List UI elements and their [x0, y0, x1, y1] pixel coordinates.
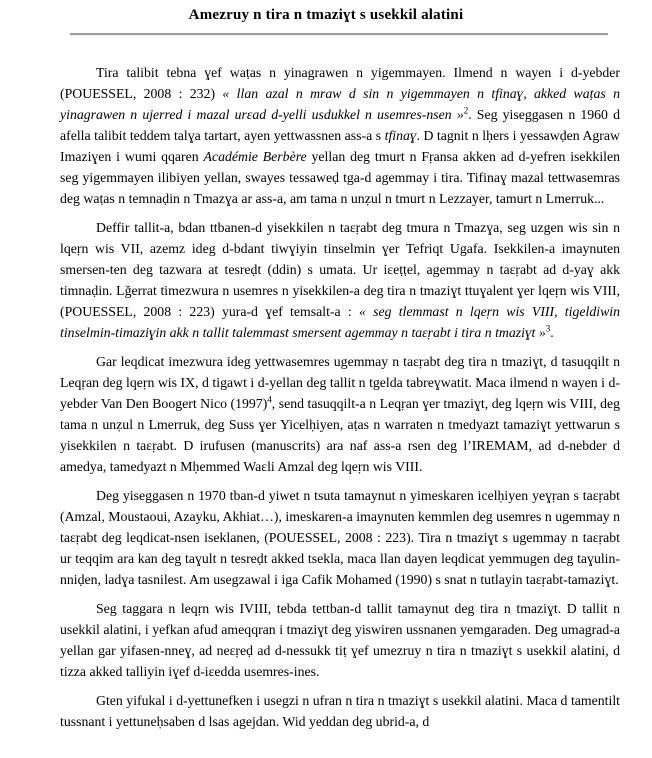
text-segment: « llan azal n mraw d sin n yigemmayen n tfinaɣ, akked waṭas n yinagrawen n ujerred i mazal urɛad d-yelli usdukkel n usemres-nsen »	[60, 86, 620, 122]
article-body	[0, 36, 652, 732]
paragraph	[60, 690, 620, 732]
text-segment: . Seg yiseggasen n 1960 d afella talibit teddem talɣa tartart, ayen yettwassnen ass-a s	[60, 107, 620, 143]
text-segment: , send tasuqqilt-a n Leqṛan ɣer tmaziɣt, deg lqeṛn wis VIII, deg tama n unẓul n Lmerruk, deg Suss ɣer Yicelḥiyen, aṭas n warraten n tmedyazt tamaziɣt yettwarun s yisekkilen n taɛṛabt. D irufusen (manuscrits) ara naf ass-a rsen deg l’IREMAM, ad d-nebder d amedya, tamedyazt n Mḥemmed Waɛli Amzal deg lqeṛn wis VIII.	[60, 396, 620, 474]
footnote-ref: 3	[545, 323, 551, 334]
text-segment: Académie Berbère	[203, 149, 307, 164]
paragraph	[60, 351, 620, 477]
paragraph	[60, 598, 620, 682]
text-segment: . D tagnit n lḥers i yessawḍen Agraw Imaziɣen i wumi qqaren	[60, 128, 620, 164]
document-header	[0, 0, 652, 36]
text-segment: tfinaɣ	[384, 128, 417, 143]
text-segment: Gar leqdicat imezwura ideg yettwasemres ugemmay n taɛṛabt deg tira n tmaziɣt, d tasuqqilt n Leqṛan deg lqeṛn wis IX, d tigawt i d-yellan deg tallit n tgelda tabreɣwatit. Maca ilmend n wayen i d-yebder Van Den Boogert Nico (1997)	[60, 354, 620, 411]
paragraph	[60, 62, 620, 209]
text-segment: Deg yiseggasen n 1970 tban-d yiwet n tsuta tamaynut n yimeskaren icelḥiyen yeɣṛan s taɛṛabt (Amzal, Moustaoui, Azayku, Akhiat…), imeskaren-a imaynuten kemmlen deg usemres n ugemmay n taɛṛabt deg leqdicat-nsen iseklanen, (POUESSEL, 2008 : 223). Tira n tmaziɣt s ugemmay n taɛṛabt ur teqqim ara kan deg taɣult n tesreḍt akked tsekla, maca llan dayen leqdicat yemmugen deg taɣulin-nniḍen, ladɣa tasnilest. Am usegzawal i iga Cafik Mohamed (1990) s snat n tutlayin taɛṛabt-tamaziɣt.	[60, 488, 620, 587]
text-segment: Deffir tallit-a, bdan ttbanen-d yisekkilen n taɛṛabt deg tmura n Tmazɣa, seg uzgen wis sin n lqeṛn wis VII, azemz ideg d-bdant tiwɣiyin tinselmin ɣer Tefriqt Ugafa. Isekkilen-a imaynuten smersen-ten deg tazwara at tesreḍt (ddin) s umata. Ur iɛeṭṭel, agemmay n taɛṛabt ad d-yaɣ akk timnaḍin. Lǧerrat timezwura n usemres n yisekkilen-a deg tira n tmaziɣt ttuɣalent ɣer lqeṛn wis VIII, (POUESSEL, 2008 : 223) yura-d ɣef temsalt-a :	[60, 220, 620, 319]
footnote-ref: 4	[267, 394, 272, 405]
paragraph	[60, 485, 620, 590]
text-segment: .	[550, 325, 554, 340]
text-segment: Seg taggara n leqṛn wis IVIII, tebda tettban-d tallit tamaynut deg tira n tmaziɣt. D tallit n usekkil alatini, i yefkan afud ameqqran i tmaziɣt deg yiswiren ussnanen yemgaraden. Deg umagrad-a yellan gar yifasen-nneɣ, ad neɛṛeḍ ad d-nessukk tiṭ ɣef umezruy n tira n tmaziɣt s usekkil alatini, d tizza akked talliyin iɣef d-iɛedda usemres-ines.	[60, 601, 620, 679]
text-segment: Gten yifukal i d-yettunefken i usegzi n ufran n tira n tmaziɣt s usekkil alatini. Maca d tamentilt tussnant i yettuneḥsaben d lsas agejdan. Wid yeddan deg ubrid-a, d	[60, 693, 620, 729]
text-segment: « seg tlemmast n lqeṛn wis VIII, tigeldiwin tinselmin-timaziɣin akk n tallit talemmast smersent agemmay n taɛṛabt i tira n tmaziɣt »	[60, 304, 620, 340]
paragraph	[60, 217, 620, 343]
text-segment: Tira talibit tebna ɣef waṭas n yinagrawen n yigemmayen. Ilmend n wayen i d-yebder (POUESSEL, 2008 : 232)	[60, 65, 620, 101]
page-title: Amezruy n tira n tmaziɣt s usekkil alatini	[188, 7, 464, 23]
footnote-ref: 2	[463, 105, 469, 116]
text-segment: yellan deg tmurt n Fṛansa akken ad d-yefren isekkilen seg yigemmayen ilibiyen yellan, swayes tessaweḍ tga-d agemmay i tira. Tifinaɣ mazal tettwasemras deg waṭas n temnaḍin n Tmazɣa ar ass-a, am tama n unẓul n tmurt n Lezzayer, tamurt n Lmerruk...	[60, 149, 621, 206]
